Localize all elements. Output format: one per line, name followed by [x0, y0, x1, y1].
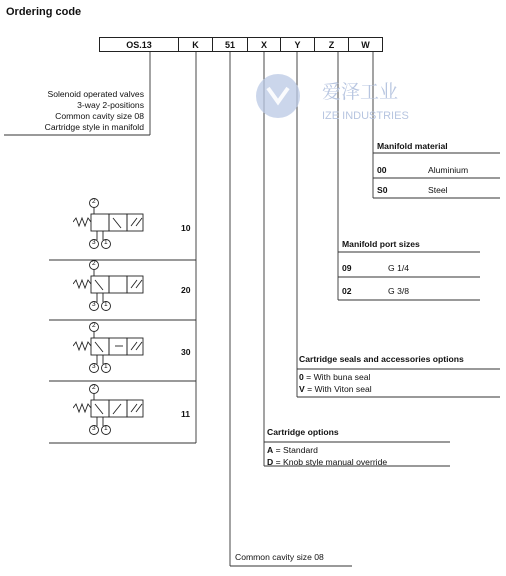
port-label-left: 3	[92, 239, 96, 246]
code-box-series: OS.13	[99, 37, 179, 52]
manifold-material-heading: Manifold material	[377, 141, 448, 151]
symbol-code-20: 20	[181, 285, 191, 295]
seals-heading: Cartridge seals and accessories options	[299, 354, 464, 364]
port-size-label: G 3/8	[388, 286, 410, 296]
valve-symbol-11	[73, 382, 163, 440]
company-logo-icon	[254, 72, 302, 120]
symbol-code-30: 30	[181, 347, 191, 357]
manifold-material-label: Steel	[428, 185, 448, 195]
seal-label: = With buna seal	[303, 372, 371, 382]
watermark-cn: 爱泽工业	[322, 82, 399, 103]
watermark-en: IZE INDUSTRIES	[322, 110, 409, 122]
port-label-right: 1	[104, 363, 108, 370]
port-label-right: 1	[104, 301, 108, 308]
cartridge-option-d	[267, 458, 387, 467]
code-box-51: 51	[212, 37, 248, 52]
port-label-top: 2	[92, 322, 96, 329]
cartridge-option-a	[267, 446, 318, 455]
port-sizes-heading: Manifold port sizes	[342, 239, 420, 249]
cartridge-code: A	[267, 445, 274, 455]
seal-option-0	[299, 373, 370, 382]
code-box-x: X	[247, 37, 281, 52]
seal-code: 0	[299, 372, 304, 382]
manifold-material-code: S0	[377, 185, 388, 195]
valve-symbol-20	[73, 258, 163, 316]
code-box-k: K	[178, 37, 213, 52]
cartridge-options-heading: Cartridge options	[267, 427, 339, 437]
port-size-label: G 1/4	[388, 263, 410, 273]
port-label-top: 2	[92, 260, 96, 267]
valve-schematic-icon	[73, 258, 163, 316]
code-box-z: Z	[314, 37, 349, 52]
valve-schematic-icon	[73, 196, 163, 254]
port-label-left: 3	[92, 363, 96, 370]
manifold-material-label: Aluminium	[428, 165, 469, 175]
description-line-2: 3-way 2-positions	[77, 100, 144, 110]
valve-symbol-30	[73, 320, 163, 378]
watermark-logo	[254, 72, 302, 125]
port-label-top: 2	[92, 198, 96, 205]
seal-label: = With Viton seal	[304, 384, 372, 394]
port-label-right: 1	[104, 239, 108, 246]
port-label-left: 3	[92, 301, 96, 308]
valve-schematic-icon	[73, 382, 163, 440]
port-size-code: 09	[342, 263, 352, 273]
symbol-code-10: 10	[181, 223, 191, 233]
symbol-code-11: 11	[181, 409, 191, 419]
valve-schematic-icon	[73, 320, 163, 378]
cartridge-label: = Standard	[273, 445, 318, 455]
seal-code: V	[299, 384, 305, 394]
valve-symbol-10	[73, 196, 163, 254]
description-line-3: Common cavity size 08	[55, 111, 144, 121]
cartridge-code: D	[267, 457, 274, 467]
seal-option-v	[299, 385, 372, 394]
cavity-note: Common cavity size 08	[235, 552, 324, 562]
port-label-right: 1	[104, 425, 108, 432]
manifold-material-code: 00	[377, 165, 387, 175]
code-box-w: W	[348, 37, 383, 52]
port-size-code: 02	[342, 286, 352, 296]
page-title: Ordering code	[6, 6, 82, 18]
description-line-4: Cartridge style in manifold	[44, 122, 144, 132]
code-box-y: Y	[280, 37, 315, 52]
description-line-1: Solenoid operated valves	[47, 89, 144, 99]
port-label-top: 2	[92, 384, 96, 391]
port-label-left: 3	[92, 425, 96, 432]
cartridge-label: = Knob style manual override	[273, 457, 388, 467]
